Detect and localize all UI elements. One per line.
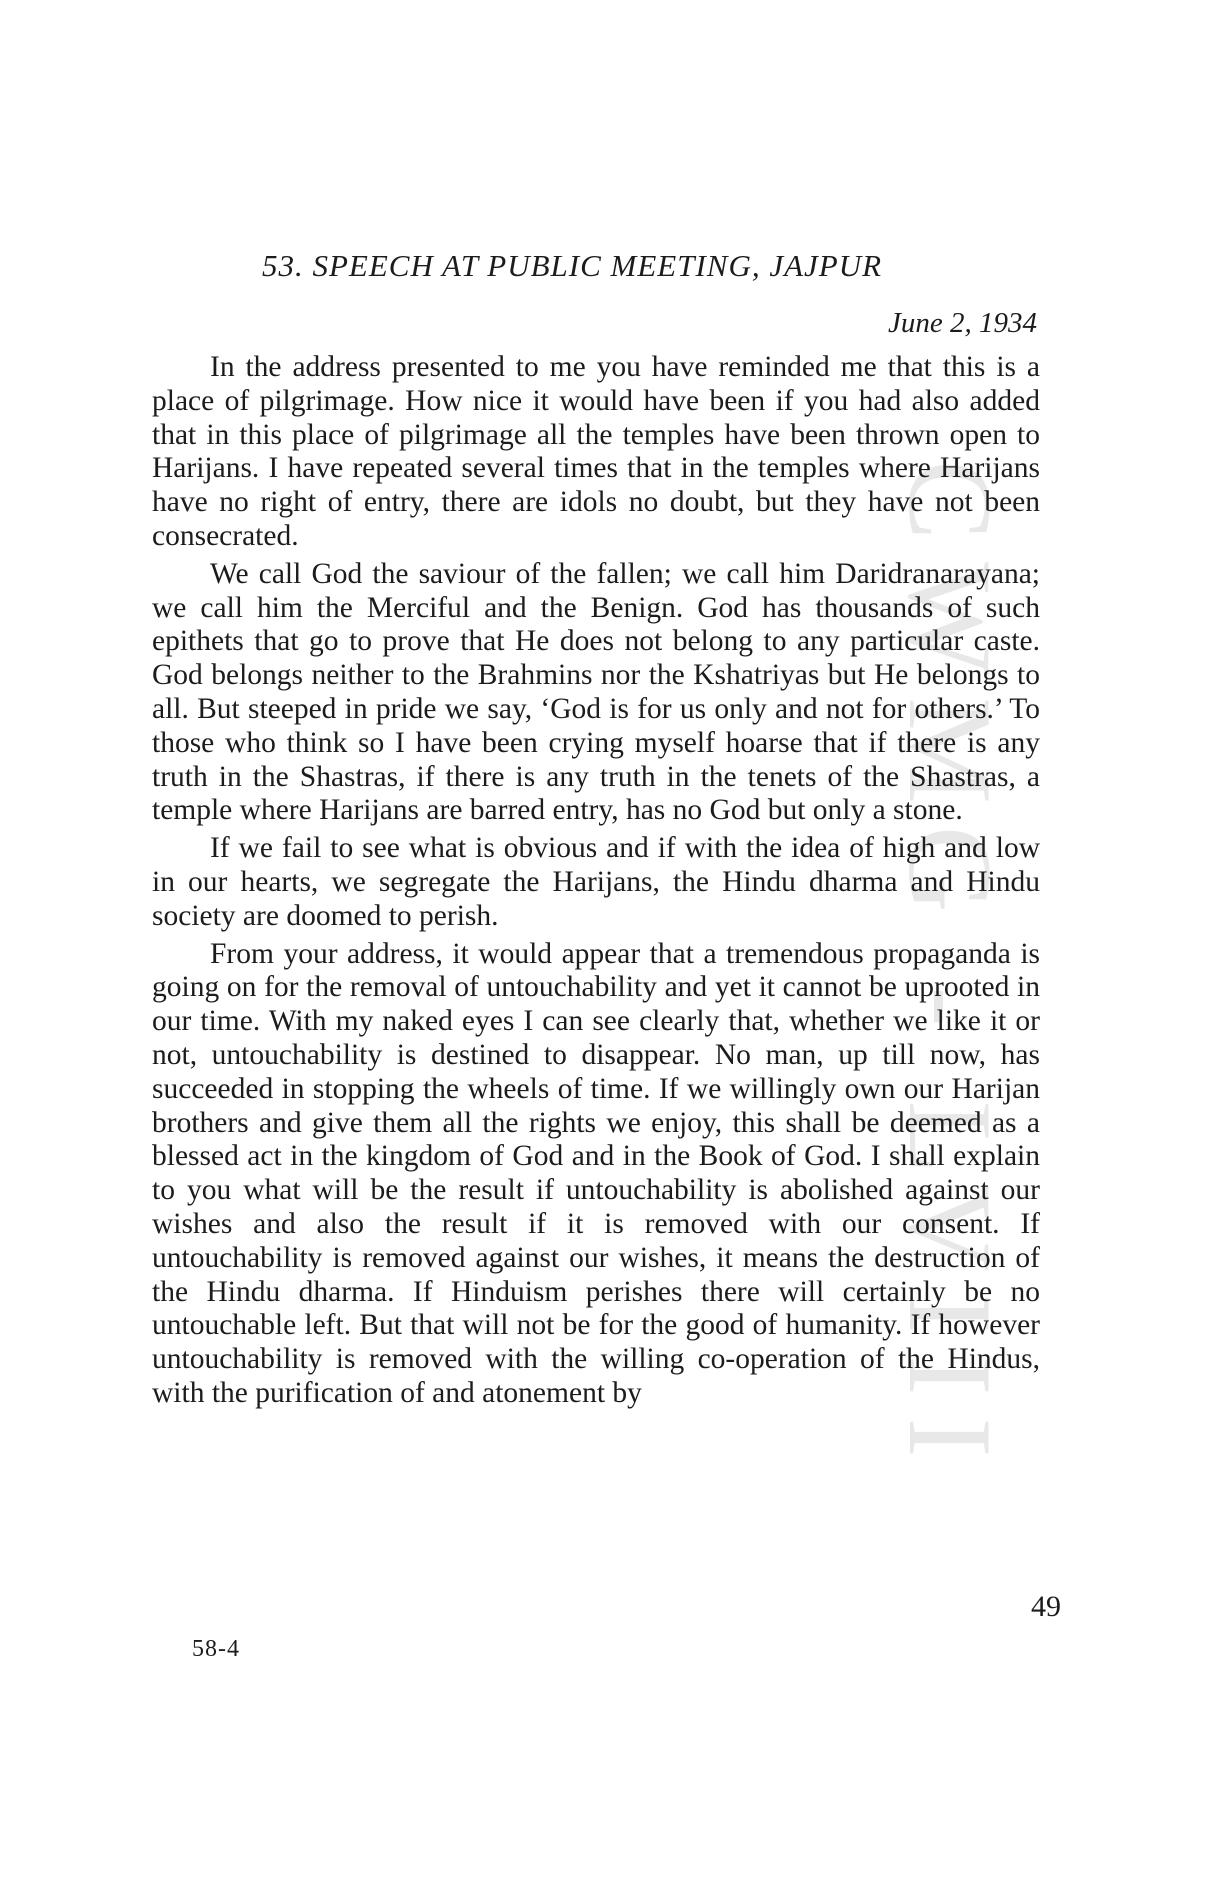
body-text — [152, 351, 1040, 1415]
page-number: 49 — [1031, 1590, 1061, 1623]
page-title: 53. SPEECH AT PUBLIC MEETING, JAJPUR — [262, 248, 883, 283]
paragraph-3: If we fail to see what is obvious and if with the idea of high and low in our hearts, we segregate the Harijans, the Hindu dharma and Hindu society are doomed to perish. — [152, 832, 1040, 932]
speech-date: June 2, 1934 — [888, 307, 1037, 339]
paragraph-1: In the address presented to me you have reminded me that this is a place of pilgrimage. How nice it would have been if you had also added that in this place of pilgrimage all the temples have been thrown open to Harijans. I have repeated several times that in the temples where Harijans have no right of entry, there are idols no doubt, but they have not been consecrated. — [152, 351, 1040, 552]
watermark: CWMG - LVIII — [884, 460, 1017, 1480]
signature-mark: 58-4 — [192, 1636, 240, 1662]
paragraph-2: We call God the saviour of the fallen; we call him Daridranarayana; we call him the Merciful and the Benign. God has thousands of such epithets that go to prove that He does not belong to any particular caste. God belongs neither to the Brahmins nor the Kshatriyas but He belongs to all. But steeped in pride we say, ‘God is for us only and not for others.’ To those who think so I have been crying myself hoarse that if there is any truth in the Shastras, if there is any truth in the tenets of the Shastras, a temple where Harijans are barred entry, has no God but only a stone. — [152, 557, 1040, 827]
paragraph-4: From your address, it would appear that a tremendous propaganda is going on for the removal of untouchability and yet it cannot be uprooted in our time. With my naked eyes I can see clearly that, whether we like it or not, untouchability is destined to disappear. No man, up till now, has succeeded in stopping the wheels of time. If we willingly own our Harijan brothers and give them all the rights we enjoy, this shall be deemed as a blessed act in the kingdom of God and in the Book of God. I shall explain to you what will be the result if untouchability is abolished against our wishes and also the result if it is removed with our consent. If untouchability is removed against our wishes, it means the destruction of the Hindu dharma. If Hinduism perishes there will certainly be no untouchable left. But that will not be for the good of humanity. If however untouchability is removed with the willing co-operation of the Hindus, with the purification of and atonement by — [152, 937, 1040, 1409]
